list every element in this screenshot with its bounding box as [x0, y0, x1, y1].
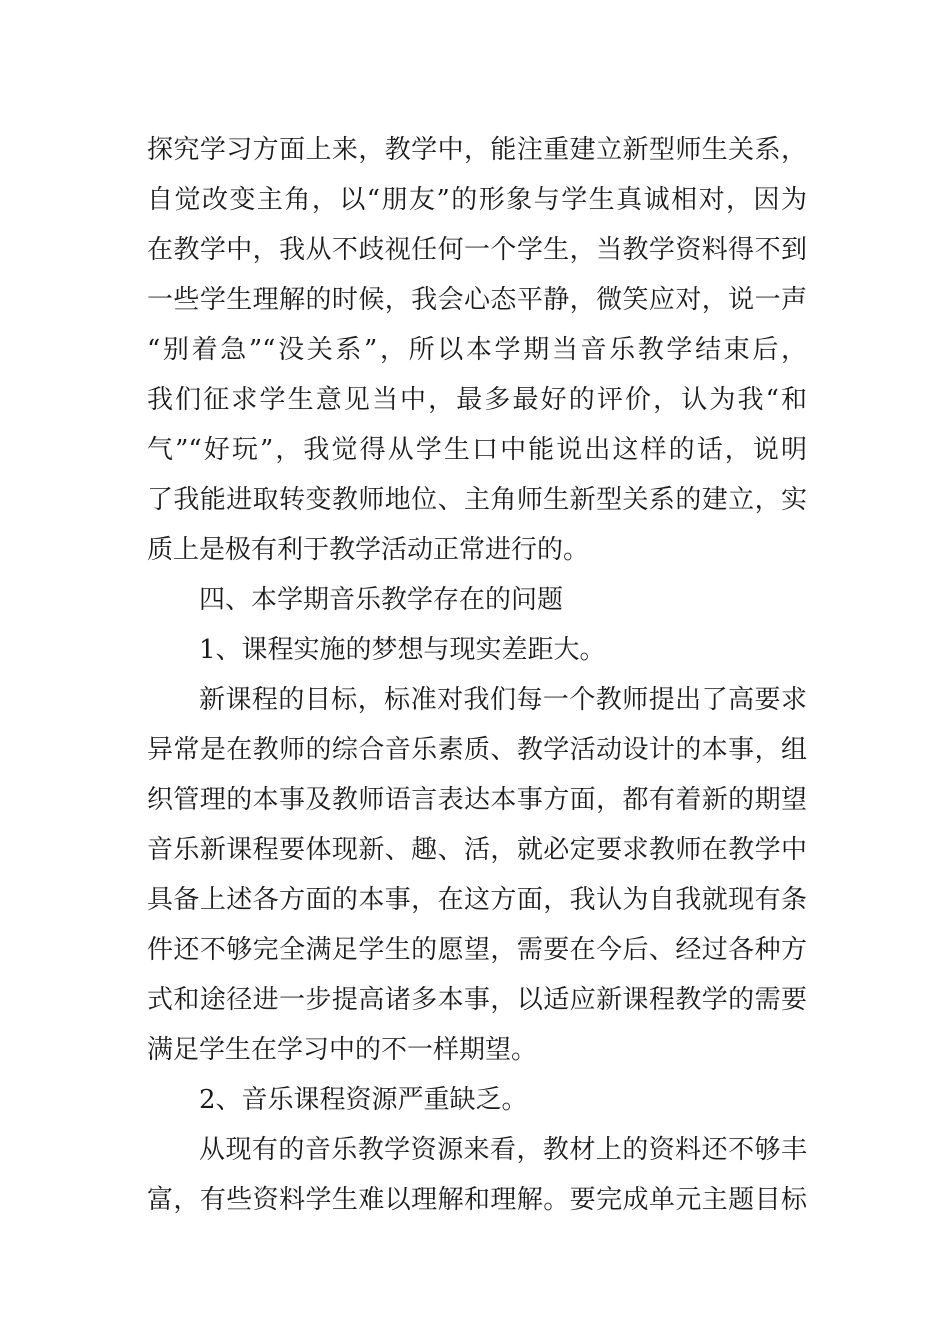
text-line: 气”“好玩”，我觉得从学生口中能说出这样的话，说明	[147, 435, 807, 465]
text-line: “别着急”“没关系”，所以本学期当音乐教学结束后，	[147, 335, 807, 365]
text-line: 质上是极有利于教学活动正常进行的。	[147, 535, 590, 565]
text-line: 式和途径进一步提高诸多本事，以适应新课程教学的需要	[147, 985, 807, 1015]
text-line: 新课程的目标，标准对我们每一个教师提出了高要求	[199, 685, 807, 715]
text-line: 从现有的音乐教学资源来看，教材上的资料还不够丰	[199, 1135, 807, 1165]
subsection-heading: 2、音乐课程资源严重缺乏。	[199, 1085, 528, 1115]
section-heading: 四、本学期音乐教学存在的问题	[199, 585, 564, 615]
text-line: 我们征求学生意见当中，最多最好的评价，认为我“和	[147, 385, 807, 415]
text-line: 了我能进取转变教师地位、主角师生新型关系的建立，实	[147, 485, 807, 515]
text-line: 富，有些资料学生难以理解和理解。要完成单元主题目标	[147, 1185, 807, 1215]
text-line: 满足学生在学习中的不一样期望。	[147, 1035, 538, 1065]
text-line: 自觉改变主角，以“朋友”的形象与学生真诚相对，因为	[147, 185, 807, 215]
text-line: 异常是在教师的综合音乐素质、教学活动设计的本事，组	[147, 735, 807, 765]
text-line: 一些学生理解的时候，我会心态平静，微笑应对，说一声	[147, 285, 807, 315]
text-line: 件还不够完全满足学生的愿望，需要在今后、经过各种方	[147, 935, 807, 965]
text-line: 在教学中，我从不歧视任何一个学生，当教学资料得不到	[147, 235, 807, 265]
text-line: 织管理的本事及教师语言表达本事方面，都有着新的期望	[147, 785, 807, 815]
subsection-heading: 1、课程实施的梦想与现实差距大。	[199, 635, 606, 665]
text-line: 探究学习方面上来，教学中，能注重建立新型师生关系，	[147, 135, 807, 165]
text-line: 具备上述各方面的本事，在这方面，我认为自我就现有条	[147, 885, 807, 915]
text-line: 音乐新课程要体现新、趣、活，就必定要求教师在教学中	[147, 835, 807, 865]
